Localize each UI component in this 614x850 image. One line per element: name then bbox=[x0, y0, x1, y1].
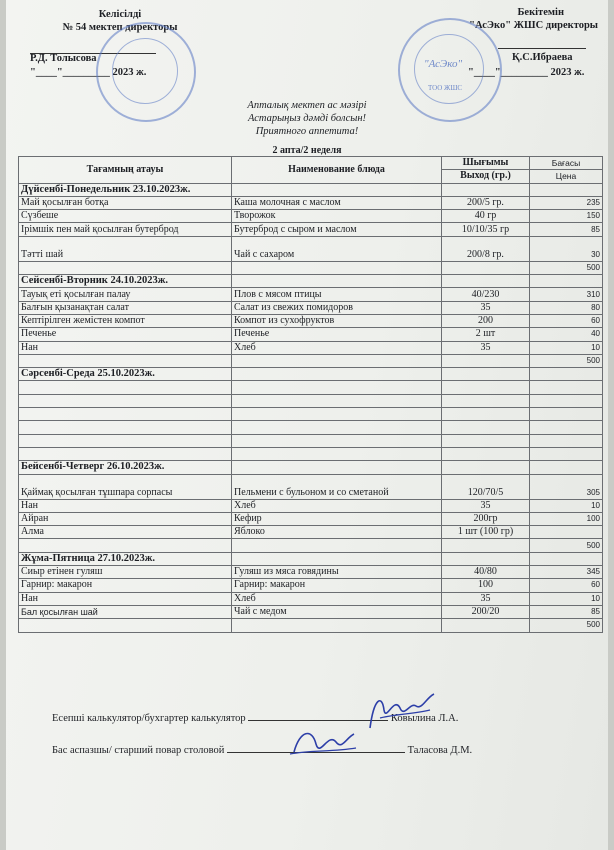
calculator-label: Есепші калькулятор/бухгартер калькулятор bbox=[52, 713, 246, 724]
menu-title-wish-ru: Приятного аппетита! bbox=[255, 126, 359, 137]
empty-row bbox=[19, 408, 603, 421]
total-row: 500 bbox=[19, 539, 603, 552]
table-row: Ірімшік пен май қосылған бутерброд Бутерброд с сыром и маслом 10/10/35 гр 85 bbox=[19, 223, 603, 236]
day-row-tuesday: Сейсенбі-Вторник 24.10.2023ж. bbox=[19, 275, 603, 288]
table-row: Печенье Печенье 2 шт 40 bbox=[19, 328, 603, 341]
empty-row bbox=[19, 434, 603, 447]
empty-row bbox=[19, 394, 603, 407]
total-row: 500 bbox=[19, 354, 603, 367]
cook-signature-icon bbox=[286, 724, 360, 764]
empty-row bbox=[19, 421, 603, 434]
col-header-ru: Наименование блюда bbox=[232, 157, 442, 184]
table-row: Балғын қызанақтан салат Салат из свежих помидоров 35 80 bbox=[19, 301, 603, 314]
table-row: Нан Хлеб 35 10 bbox=[19, 592, 603, 605]
table-header-row bbox=[19, 157, 603, 170]
table-row: Қаймақ қосылған тұшпара сорпасы Пельмени с бульоном и со сметаной 120/70/5 305 bbox=[19, 474, 603, 499]
table-row: Кептірілген жемістен компот Компот из сухофруктов 200 60 bbox=[19, 314, 603, 327]
day-row-friday: Жұма-Пятница 27.10.2023ж. bbox=[19, 552, 603, 565]
col-header-kk: Тағамның атауы bbox=[19, 157, 232, 184]
cook-signature-line bbox=[52, 745, 472, 756]
menu-title-kk: Апталық мектеп ас мәзірі bbox=[247, 100, 367, 111]
name-left: Р.Д. Толысова bbox=[30, 53, 97, 64]
cook-label: Бас аспазшы/ старший повар столовой bbox=[52, 745, 225, 756]
table-row: Тауық еті қосылған палау Плов с мясом птицы 40/230 310 bbox=[19, 288, 603, 301]
total-row: 500 bbox=[19, 619, 603, 632]
approved-label-left: Келісілді bbox=[98, 9, 142, 20]
position-right: "АсЭко" ЖШС директоры bbox=[469, 20, 598, 31]
empty-row bbox=[19, 447, 603, 460]
stamp-type: ТОО ЖШС bbox=[428, 84, 463, 92]
table-row: Нан Хлеб 35 10 bbox=[19, 499, 603, 512]
approved-label-right: Бекітемін bbox=[517, 7, 564, 18]
col-header-price-kk: Бағасы bbox=[530, 157, 603, 170]
day-row-monday: Дүйсенбі-Понедельник 23.10.2023ж. bbox=[19, 183, 603, 196]
cook-name: Таласова Д.М. bbox=[407, 745, 473, 756]
stamp-company: "АсЭко" bbox=[424, 58, 463, 70]
table-row: Алма Яблоко 1 шт (100 гр) bbox=[19, 526, 603, 539]
table-row: Май қосылған ботқа Каша молочная с маслом 200/5 гр. 235 bbox=[19, 196, 603, 209]
table-row: Нан Хлеб 35 10 bbox=[19, 341, 603, 354]
table-row: Айран Кефир 200гр 100 bbox=[19, 512, 603, 525]
empty-row bbox=[19, 381, 603, 394]
date-left: "____"_________ 2023 ж. bbox=[30, 67, 147, 78]
menu-table bbox=[18, 156, 603, 633]
day-row-thursday: Бейсенбі-Четверг 26.10.2023ж. bbox=[19, 461, 603, 474]
table-row: Сиыр етінен гуляш Гуляш из мяса говядины 40/80 345 bbox=[19, 566, 603, 579]
week-label: 2 апта/2 неделя bbox=[272, 145, 342, 156]
table-row: Бал қосылған шай Чай с медом 200/20 85 bbox=[19, 605, 603, 618]
calculator-name: Ковылина Л.А. bbox=[390, 713, 459, 724]
name-right: Қ.С.Ибраева bbox=[512, 52, 573, 63]
table-row: Сүзбеше Творожок 40 гр 150 bbox=[19, 210, 603, 223]
menu-title-wish-kk: Астарыңыз дәмді болсын! bbox=[247, 113, 367, 124]
table-row: Гарнир: макарон Гарнир: макарон 100 60 bbox=[19, 579, 603, 592]
col-header-price-ru: Цена bbox=[530, 170, 603, 183]
position-left: № 54 мектеп директоры bbox=[62, 22, 178, 33]
date-right: "____"_________ 2023 ж. bbox=[468, 67, 585, 78]
col-header-yield-ru: Выход (гр.) bbox=[442, 170, 530, 183]
total-row: 500 bbox=[19, 261, 603, 274]
day-row-wednesday: Сәрсенбі-Среда 25.10.2023ж. bbox=[19, 368, 603, 381]
table-row: Тәтті шай Чай с сахаром 200/8 гр. 30 bbox=[19, 236, 603, 261]
col-header-yield-kk: Шығымы bbox=[442, 157, 530, 170]
calculator-signature-icon bbox=[360, 688, 440, 734]
